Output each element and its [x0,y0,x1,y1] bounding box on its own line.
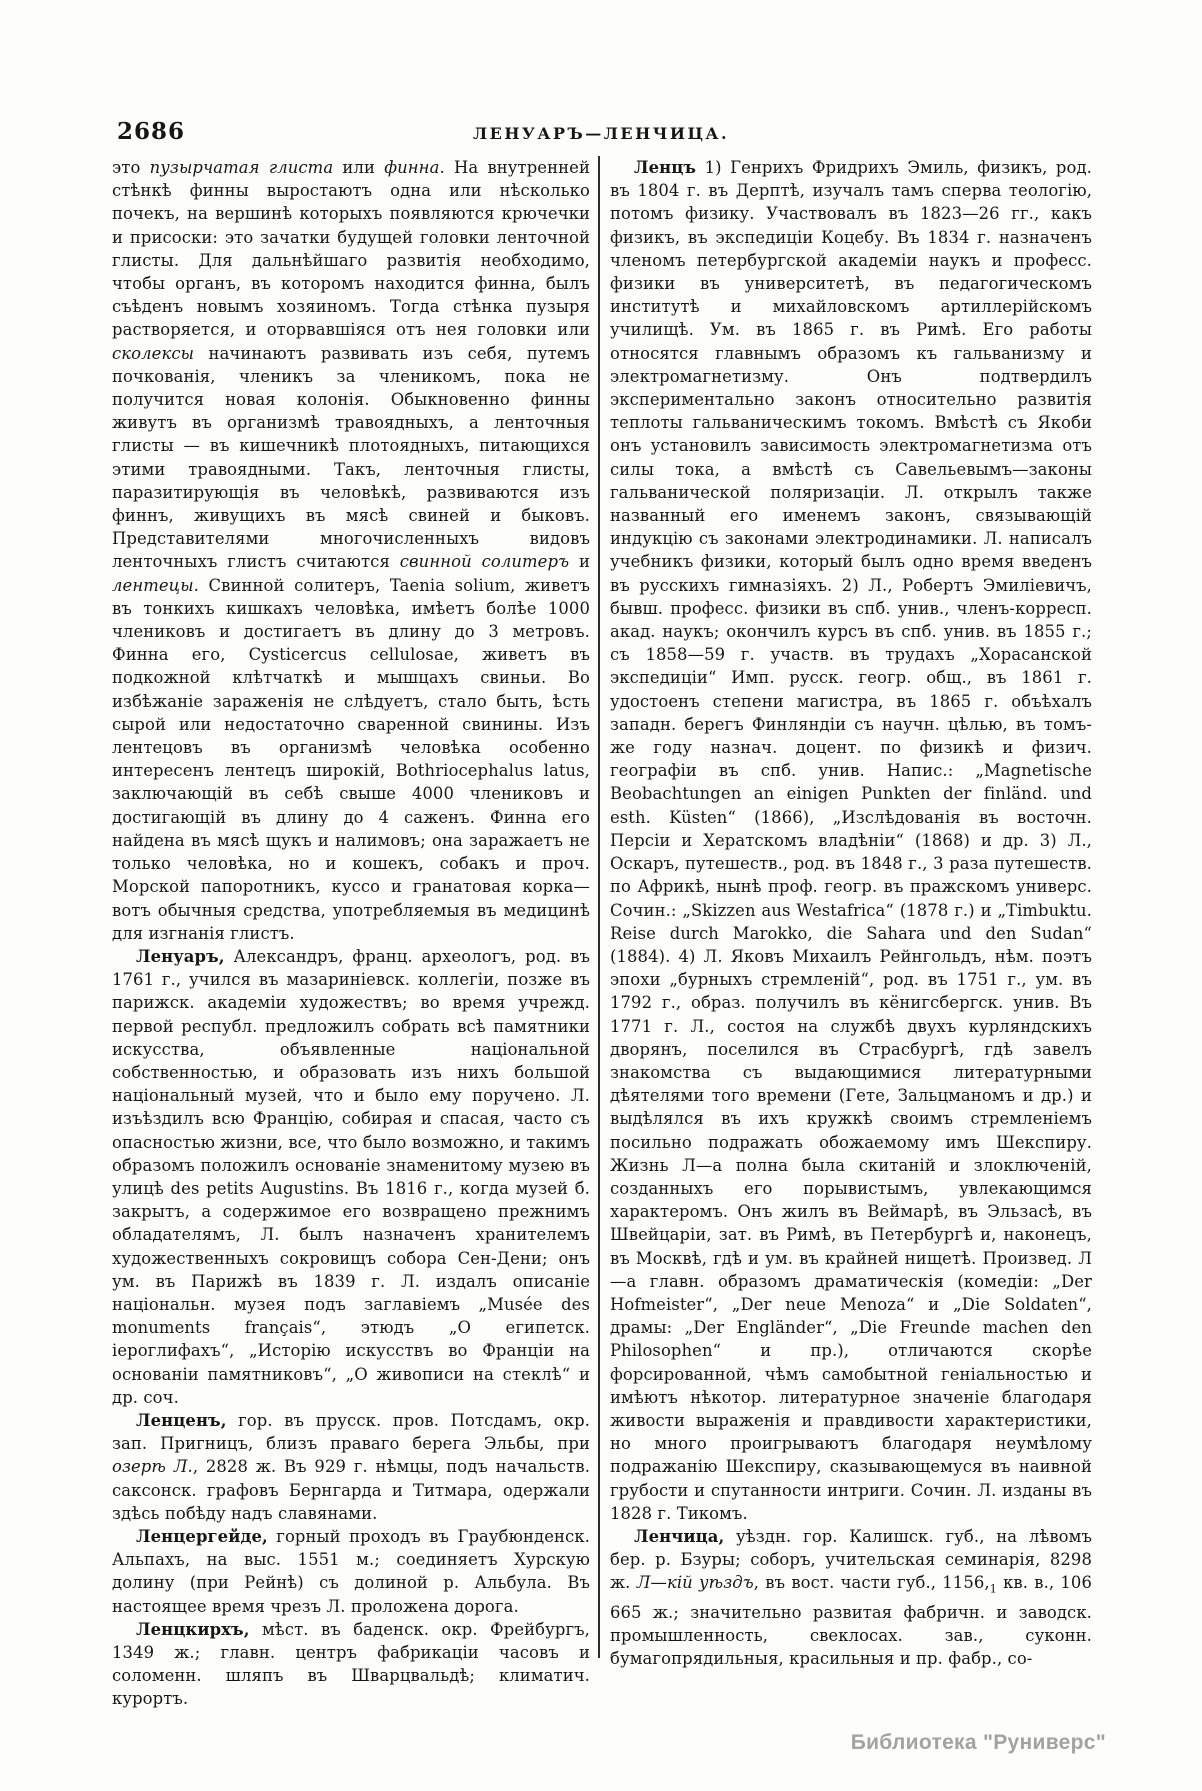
running-title: ЛЕНУАРЪ—ЛЕНЧИЦА. [472,124,730,143]
entry-headword: Ленцъ [634,158,697,177]
paragraph [112,945,590,1409]
text-segment: и [569,552,590,572]
right-column [610,156,1092,1670]
column-divider-rule [598,156,600,1658]
text-segment: . Свинной солитеръ, Taenia solium, живетъ въ тонкихъ кишкахъ человѣка, имѣетъ болѣе 1000 члениковъ и достигаетъ въ длину до 3 метровъ. Финна его, Cysticercus cellulosae, живетъ въ подкожной клѣтчаткѣ и мышцахъ свиньи. Во избѣжаніе зараженія не слѣдуетъ, стало быть, ѣсть сырой или недостаточно сваренной свинины. Изъ лентецовъ въ организмѣ человѣка особенно интересенъ лентецъ широкій, Bothriocephalus latus, заключающій въ себѣ свыше 4000 члениковъ и достигающій въ длину до 4 саженъ. Финна его найдена въ мясѣ щукъ и налимовъ; она заражаетъ не только человѣка, но и кошекъ, собакъ и проч. Морской папоротникъ, куссо и гранатовая корка—вотъ обычныя средства, употребляемыя въ медицинѣ для изгнанія глистъ. [112,575,590,943]
entry-headword: Ленцергейде, [136,1526,268,1546]
text-segment: . На внутренней стѣнкѣ финны выростаютъ одна или нѣсколько почекъ, на вершинѣ которыхъ появляются крючечки и присоски: это зачатки будущей головки ленточной глисты. Для дальнѣйшаго развитія необходимо, чтобы органъ, въ которомъ находится финна, былъ съѣденъ новымъ хозяиномъ. Тогда стѣнка пузыря растворяется, и оторвавшіяся отъ нея головки или [112,158,590,340]
text-segment: 1 [989,1582,997,1596]
text-segment: Л—кій уѣздъ [636,1573,754,1593]
text-segment: озерѣ Л. [112,1457,193,1477]
paragraph [112,1525,590,1618]
paragraph [112,1409,590,1525]
entry-headword: Ленценъ, [136,1410,227,1430]
text-segment: пузырчатая глиста [149,158,334,177]
paragraph [112,156,590,945]
text-segment: Александръ, франц. археологъ, род. въ 1761 г., учился въ мазариніевск. коллегіи, позже въ парижск. академіи художествъ; во время учрежд. первой республ. предложилъ собрать всѣ памятники искусства, объявленные національной собственностью, и образовать изъ нихъ большой національный музей, что и было ему поручено. Л. изъѣздилъ всю Францію, собирая и спасая, часто съ опасностью жизни, все, что было возможно, и такимъ образомъ положилъ основаніе знаменитому музею въ улицѣ des petits Augustins. Въ 1816 г., когда музей б. закрытъ, а содержимое его возвращено прежнимъ обладателямъ, Л. былъ назначенъ хранителемъ художественныхъ сокровищъ собора Сен-Дени; онъ ум. въ Парижѣ въ 1839 г. Л. издалъ описаніе національн. музея подъ заглавіемъ „Musée des monuments français“, этюдъ „О египетск. іероглифахъ“, „Исторію искусствъ во Франціи на основаніи памятниковъ“, „О живописи на стеклѣ“ и др. соч. [112,946,590,1407]
page-number: 2686 [117,118,186,145]
library-watermark: Библиотека "Руниверс" [850,1731,1106,1754]
text-segment: гор. въ прусск. пров. Потсдамъ, окр. зап. Пригницъ, близъ праваго берега Эльбы, при [112,1410,590,1454]
text-segment: уѣздн. гор. Калишск. губ., на лѣвомъ бер. р. Бзуры; соборъ, учительская семинарія, 8298 ж. [610,1526,1092,1593]
paragraph [112,1618,590,1711]
text-segment: , въ вост. части губ., 1156, [753,1573,990,1593]
text-segment: свинной солитеръ [399,552,570,572]
paragraph [610,1525,1092,1671]
text-segment: или [333,158,385,177]
text-segment: финна [384,158,440,177]
text-segment: горный проходъ въ Граубюнденск. Альпахъ, на выс. 1551 м.; соединяетъ Хурскую долину (при Рейнѣ) съ долиной р. Альбула. Въ настоящее время чрезъ Л. проложена дорога. [112,1526,590,1616]
text-segment: это [112,158,150,177]
entry-headword: Ленчица, [634,1526,725,1546]
text-segment: , 2828 ж. Въ 929 г. нѣмцы, подъ начальств. саксонск. графовъ Бернгарда и Титмара, одержали здѣсь побѣду надъ славянами. [112,1457,591,1523]
text-segment: 1) Генрихъ Фридрихъ Эмиль, физикъ, род. въ 1804 г. въ Дерптѣ, изучалъ тамъ сперва теологію, потомъ физику. Участвовалъ въ 1823—26 гг., какъ физикъ, въ экспедиціи Коцебу. Въ 1834 г. назначенъ членомъ петербургской академіи наукъ и професс. физики въ университетѣ, въ педагогическомъ институтѣ и михайловскомъ артиллерійскомъ училищѣ. Ум. въ 1865 г. въ Римѣ. Его работы относятся главнымъ образомъ къ гальванизму и электромагнетизму. Онъ подтвердилъ экспериментально законъ относительно развитія теплоты гальваническимъ токомъ. Вмѣстѣ съ Якоби онъ установилъ зависимость электромагнетизма отъ силы тока, а вмѣстѣ съ Савельевымъ—законы гальванической поляризаціи. Л. открылъ также названный его именемъ законъ, связывающій индукцію съ законами электродинамики. Л. написалъ учебникъ физики, который былъ одно время введенъ въ русскихъ гимназіяхъ. 2) Л., Робертъ Эмиліевичъ, бывш. професс. физики въ спб. унив., членъ-корресп. акад. наукъ; окончилъ курсъ въ спб. унив. въ 1855 г.; съ 1858—59 г. участв. въ трудахъ „Хорасанской экспедиціи“ Имп. русск. геогр. общ., въ 1861 г. удостоенъ степени магистра, въ 1865 г. объѣхалъ западн. берегъ Финляндіи съ научн. цѣлью, въ томъ-же году назнач. доцент. по физикѣ и физич. географіи въ спб. унив. Напис.: „Magnetische Beobachtungen an einigen Punkten der finländ. und esth. Küsten“ (1866), „Изслѣдованія въ восточн. Персіи и Хератскомъ владѣніи“ (1868) и др. 3) Л., Оскаръ, путешеств., род. въ 1848 г., 3 раза путешеств. по Африкѣ, нынѣ проф. геогр. въ пражскомъ универс. Сочин.: „Skizzen aus Westafrica“ (1878 г.) и „Timbuktu. Reise durch Marokko, die Sahara und den Sudan“ (1884). 4) Л. Яковъ Михаилъ Рейнгольдъ, нѣм. поэтъ эпохи „бурныхъ стремленій“, род. въ 1751 г., ум. въ 1792 г., образ. получилъ въ кёнигсбергск. унив. Въ 1771 г. Л., состоя на службѣ двухъ курляндскихъ дворянъ, поселился въ Страсбургѣ, гдѣ завелъ знакомства съ выдающимися литературными дѣятелями того времени (Гете, Зальцманомъ и др.) и выдѣлялся въ ихъ кружкѣ своимъ стремленіемъ посильно подражать обожаемому имъ Шекспиру. Жизнь Л—а полна была скитаній и злоключеній, созданныхъ его порывистымъ, увлекающимся характеромъ. Онъ жилъ въ Веймарѣ, въ Эльзасѣ, въ Швейцаріи, зат. въ Римѣ, въ Петербургѣ и, наконецъ, въ Москвѣ, гдѣ и ум. въ крайней нищетѣ. Произвед. Л—а главн. образомъ драматическія (комедіи: „Der Hofmeister“, „Der neue Menoza“ и „Die Soldaten“, драмы: „Der Engländer“, „Die Freunde machen den Philosophen“ и пр.), отличаются скорѣе форсированной, чѣмъ самобытной геніальностью и имѣютъ нѣкотор. литературное значеніе благодаря живости выраженія и правдивости характеристики, но много проигрываютъ благодаря неумѣлому подражанію Шекспиру, сказывающемуся въ наивной грубости и спутанности интриги. Сочин. Л. изданы въ 1828 г. Тикомъ. [610,158,1092,1523]
entry-headword: Ленцкирхъ, [136,1619,250,1639]
entry-headword: Ленуаръ, [136,946,225,966]
text-segment: кв. в., 106 665 ж.; значительно развитая фабричн. и заводск. промышленность, свеклосах. зав., суконн. бумагопрядильныя, красильныя и пр. фабр., со- [610,1573,1092,1669]
text-segment: начинаютъ развивать изъ себя, путемъ почкованія, членикъ за членикомъ, пока не получится новая колонія. Обыкновенно финны живутъ въ организмѣ травоядныхъ, а ленточныя глисты — въ кишечникѣ плотоядныхъ, питающихся этими травоядными. Такъ, ленточныя глисты, паразитирующія въ человѣкѣ, развиваются изъ финнъ, живущихъ въ мясѣ свиней и быковъ. Представителями многочисленныхъ видовъ ленточныхъ глистъ считаются [112,343,590,572]
text-segment: мѣст. въ баденск. окр. Фрейбургъ, 1349 ж.; главн. центръ фабрикаціи часовъ и соломенн. шляпъ въ Шварцвальдѣ; климатич. курортъ. [112,1619,590,1709]
text-segment: сколексы [112,343,195,363]
text-segment: лентецы [112,575,194,595]
paragraph [610,156,1092,1525]
left-column [112,156,590,1711]
text-columns [112,156,1092,1711]
